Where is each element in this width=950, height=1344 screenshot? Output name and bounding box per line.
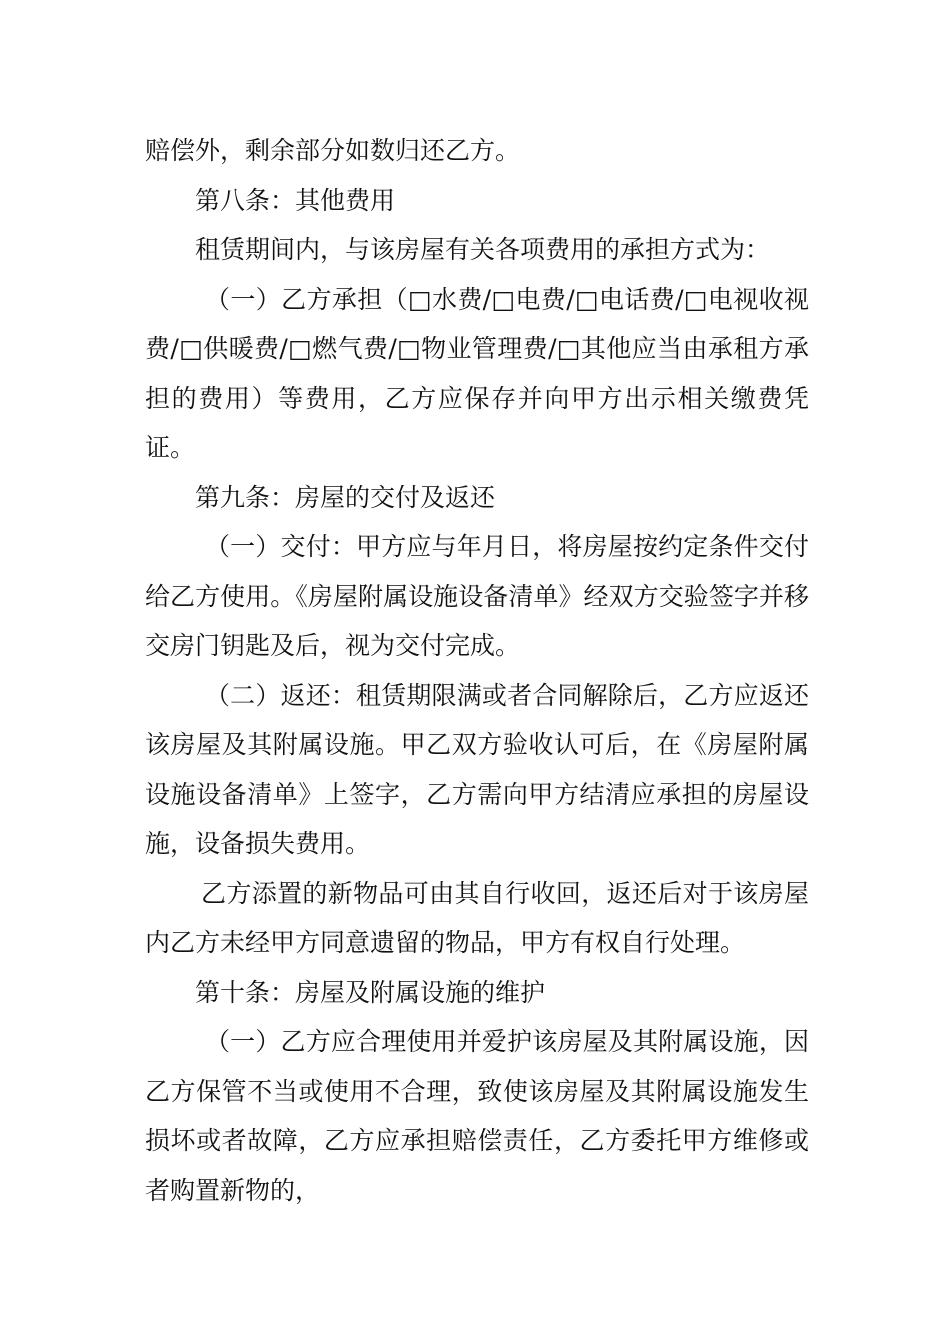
paragraph-continuation: 赔偿外，剩余部分如数归还乙方。 xyxy=(145,136,521,165)
article-8-clause-1: （一）乙方承担（□水费/□电费/□电话费/□电视收视费/□供暖费/□燃气费/□物业管理费/□其他应当由承租方承担的费用）等费用，乙方应保存并向甲方出示相关缴费凭证。 xyxy=(145,284,809,462)
article-9-heading: 第九条：房屋的交付及返还 xyxy=(195,482,496,512)
article-10-clause-1: （一）乙方应合理使用并爱护该房屋及其附属设施，因乙方保管不当或使用不合理，致使该房屋及其附属设施发生损坏或者故障，乙方应承担赔偿责任，乙方委托甲方维修或者购置新物的， xyxy=(145,1027,809,1205)
article-8-heading: 第八条：其他费用 xyxy=(195,185,396,215)
article-8-intro: 租赁期间内，与该房屋有关各项费用的承担方式为： xyxy=(195,235,771,264)
article-9-clause-note: 乙方添置的新物品可由其自行收回，返还后对于该房屋内乙方未经甲方同意遗留的物品，甲方有权自行处理。 xyxy=(145,878,809,957)
article-9-clause-2: （二）返还：租赁期限满或者合同解除后，乙方应返还该房屋及其附属设施。甲乙双方验收认可后，在《房屋附属设施设备清单》上签字，乙方需向甲方结清应承担的房屋设施，设备损失费用。 xyxy=(145,680,809,858)
article-9-clause-1: （一）交付：甲方应与年月日，将房屋按约定条件交付给乙方使用。《房屋附属设施设备清单》经双方交验签字并移交房门钥匙及后，视为交付完成。 xyxy=(145,532,809,660)
article-10-heading: 第十条：房屋及附属设施的维护 xyxy=(195,977,546,1007)
document-body xyxy=(145,126,809,1215)
